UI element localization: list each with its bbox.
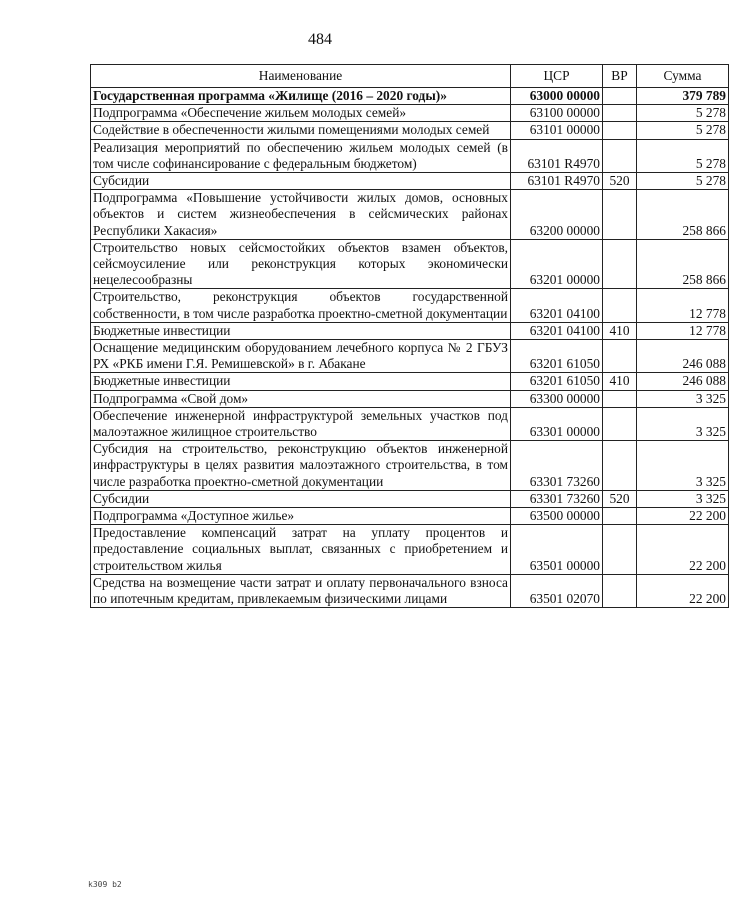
row-name: Подпрограмма «Доступное жилье» <box>91 508 511 525</box>
row-csr: 63301 73260 <box>511 490 603 507</box>
row-vr <box>603 340 637 373</box>
row-csr: 63301 00000 <box>511 407 603 440</box>
table-row <box>91 139 729 172</box>
row-name: Субсидии <box>91 490 511 507</box>
page-number: 484 <box>308 31 332 48</box>
row-sum: 5 278 <box>637 105 729 122</box>
table-row <box>91 340 729 373</box>
row-sum: 5 278 <box>637 139 729 172</box>
row-sum: 3 325 <box>637 407 729 440</box>
row-vr: 410 <box>603 373 637 390</box>
row-vr <box>603 574 637 607</box>
row-vr <box>603 525 637 575</box>
row-csr: 63101 00000 <box>511 122 603 139</box>
row-name: Подпрограмма «Повышение устойчивости жилых домов, основных объектов и систем жизнеобеспечения в сейсмических районах Республики Хакасия» <box>91 190 511 240</box>
row-vr <box>603 508 637 525</box>
row-vr <box>603 139 637 172</box>
row-csr: 63501 02070 <box>511 574 603 607</box>
table-row <box>91 239 729 289</box>
header-csr: ЦСР <box>511 65 603 88</box>
row-csr: 63300 00000 <box>511 390 603 407</box>
table-row <box>91 441 729 491</box>
row-csr: 63201 04100 <box>511 289 603 322</box>
header-row <box>91 65 729 88</box>
row-csr: 63201 04100 <box>511 322 603 339</box>
row-name: Бюджетные инвестиции <box>91 373 511 390</box>
table-header <box>91 65 729 88</box>
header-name: Наименование <box>91 65 511 88</box>
row-sum: 22 200 <box>637 508 729 525</box>
row-sum: 3 325 <box>637 441 729 491</box>
row-csr: 63501 00000 <box>511 525 603 575</box>
row-sum: 258 866 <box>637 239 729 289</box>
row-vr <box>603 289 637 322</box>
table-row <box>91 289 729 322</box>
row-name: Содействие в обеспеченности жилыми помещениями молодых семей <box>91 122 511 139</box>
row-csr: 63101 R4970 <box>511 173 603 190</box>
row-sum: 379 789 <box>637 88 729 105</box>
table-row <box>91 173 729 190</box>
table-body <box>91 88 729 608</box>
table-row <box>91 373 729 390</box>
row-sum: 258 866 <box>637 190 729 240</box>
row-name: Государственная программа «Жилище (2016 – 2020 годы)» <box>91 88 511 105</box>
row-name: Предоставление компенсаций затрат на уплату процентов и предоставление социальных выплат, связанных с приобретением и строительством жилья <box>91 525 511 575</box>
row-vr: 410 <box>603 322 637 339</box>
row-sum: 246 088 <box>637 340 729 373</box>
row-sum: 5 278 <box>637 173 729 190</box>
table-row <box>91 105 729 122</box>
scan-code: k309 b2 <box>88 880 122 889</box>
row-name: Субсидии <box>91 173 511 190</box>
row-name: Оснащение медицинским оборудованием лечебного корпуса № 2 ГБУЗ РХ «РКБ имени Г.Я. Ремишевской» в г. Абакане <box>91 340 511 373</box>
header-vr: ВР <box>603 65 637 88</box>
header-sum: Сумма <box>637 65 729 88</box>
row-sum: 3 325 <box>637 490 729 507</box>
row-vr <box>603 407 637 440</box>
row-sum: 22 200 <box>637 574 729 607</box>
row-csr: 63301 73260 <box>511 441 603 491</box>
row-vr <box>603 190 637 240</box>
row-csr: 63101 R4970 <box>511 139 603 172</box>
row-csr: 63100 00000 <box>511 105 603 122</box>
row-sum: 5 278 <box>637 122 729 139</box>
row-vr <box>603 239 637 289</box>
row-vr: 520 <box>603 490 637 507</box>
row-sum: 22 200 <box>637 525 729 575</box>
row-name: Строительство, реконструкция объектов государственной собственности, в том числе разработка проектно-сметной документации <box>91 289 511 322</box>
row-name: Реализация мероприятий по обеспечению жильем молодых семей (в том числе софинансирование с федеральным бюджетом) <box>91 139 511 172</box>
table-row <box>91 574 729 607</box>
table-row <box>91 88 729 105</box>
table-row <box>91 490 729 507</box>
row-name: Бюджетные инвестиции <box>91 322 511 339</box>
row-vr <box>603 390 637 407</box>
table-row <box>91 407 729 440</box>
row-csr: 63500 00000 <box>511 508 603 525</box>
row-csr: 63201 61050 <box>511 340 603 373</box>
budget-table <box>90 64 729 608</box>
row-name: Подпрограмма «Обеспечение жильем молодых семей» <box>91 105 511 122</box>
row-vr <box>603 105 637 122</box>
row-vr: 520 <box>603 173 637 190</box>
table-row <box>91 122 729 139</box>
row-name: Средства на возмещение части затрат и оплату первоначального взноса по ипотечным кредитам, привлекаемым физическими лицами <box>91 574 511 607</box>
row-csr: 63201 00000 <box>511 239 603 289</box>
table-row <box>91 190 729 240</box>
row-vr <box>603 122 637 139</box>
table-row <box>91 322 729 339</box>
row-name: Обеспечение инженерной инфраструктурой земельных участков под малоэтажное жилищное строительство <box>91 407 511 440</box>
row-vr <box>603 441 637 491</box>
row-name: Субсидия на строительство, реконструкцию объектов инженерной инфраструктуры в целях развития малоэтажного строительства, в том числе разработка проектно-сметной документации <box>91 441 511 491</box>
row-name: Строительство новых сейсмостойких объектов взамен объектов, сейсмоусиление или реконструкция которых экономически нецелесообразны <box>91 239 511 289</box>
row-sum: 12 778 <box>637 289 729 322</box>
row-csr: 63000 00000 <box>511 88 603 105</box>
row-csr: 63200 00000 <box>511 190 603 240</box>
row-sum: 12 778 <box>637 322 729 339</box>
table-row <box>91 525 729 575</box>
table-row <box>91 390 729 407</box>
row-name: Подпрограмма «Свой дом» <box>91 390 511 407</box>
row-csr: 63201 61050 <box>511 373 603 390</box>
row-sum: 3 325 <box>637 390 729 407</box>
table-row <box>91 508 729 525</box>
row-vr <box>603 88 637 105</box>
row-sum: 246 088 <box>637 373 729 390</box>
